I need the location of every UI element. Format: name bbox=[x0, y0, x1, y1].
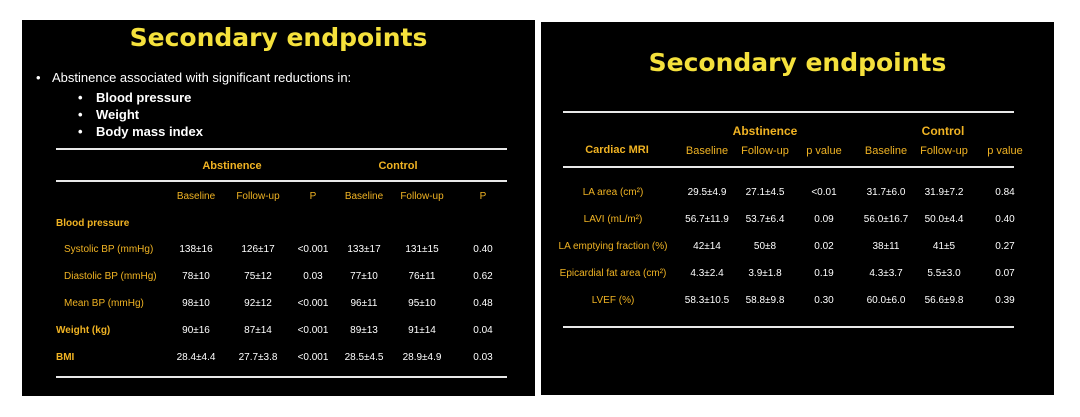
right-table-cell: 27.1±4.5 bbox=[745, 187, 785, 198]
left-table-bottom-rule bbox=[56, 376, 507, 378]
left-group-header-control: Control bbox=[378, 160, 418, 172]
right-table-cell: 41±5 bbox=[932, 241, 956, 252]
right-table-cell: 38±11 bbox=[872, 241, 900, 252]
right-table-cell: 0.02 bbox=[814, 241, 834, 252]
left-table-cell: 28.5±4.5 bbox=[344, 352, 384, 363]
left-table-cell: 0.62 bbox=[473, 271, 493, 282]
right-column-header: Baseline bbox=[864, 145, 908, 157]
right-table-cell: 5.5±3.0 bbox=[927, 268, 961, 279]
right-table-cell: 4.3±2.4 bbox=[690, 268, 724, 279]
left-table-cell: <0.001 bbox=[297, 325, 329, 336]
left-column-header: Baseline bbox=[344, 191, 384, 202]
left-table-cell: 133±17 bbox=[347, 244, 381, 255]
right-slide-title: Secondary endpoints bbox=[648, 48, 947, 77]
right-table-cell: 4.3±3.7 bbox=[869, 268, 903, 279]
left-table-cell: 91±14 bbox=[408, 325, 436, 336]
left-column-header: Follow-up bbox=[400, 191, 444, 202]
right-table-cell: 31.9±7.2 bbox=[924, 187, 964, 198]
right-table-cell: <0.01 bbox=[811, 187, 837, 198]
left-column-header: Baseline bbox=[176, 191, 216, 202]
left-row-label: Systolic BP (mmHg) bbox=[64, 244, 154, 255]
right-group-header-control: Control bbox=[921, 124, 965, 138]
left-table-cell: 76±11 bbox=[408, 271, 436, 282]
left-table-cell: 96±11 bbox=[350, 298, 378, 309]
left-table-header-rule bbox=[56, 180, 507, 182]
right-table-header-rule bbox=[563, 166, 1014, 168]
left-table-cell: <0.001 bbox=[297, 298, 329, 309]
left-table-cell: 0.40 bbox=[473, 244, 493, 255]
left-row-label: BMI bbox=[56, 352, 75, 363]
left-table-cell: 28.4±4.4 bbox=[176, 352, 216, 363]
left-table-cell: 28.9±4.9 bbox=[402, 352, 442, 363]
left-table-cell: 138±16 bbox=[179, 244, 213, 255]
right-column-header: Baseline bbox=[685, 145, 729, 157]
left-column-header: P bbox=[309, 191, 317, 202]
left-table-cell: 92±12 bbox=[244, 298, 272, 309]
left-table-cell: 27.7±3.8 bbox=[238, 352, 278, 363]
right-table-cell: 3.9±1.8 bbox=[748, 268, 782, 279]
right-table-cell: 29.5±4.9 bbox=[687, 187, 727, 198]
left-sub-bullet-list bbox=[96, 89, 203, 140]
left-table-cell: 0.48 bbox=[473, 298, 493, 309]
sub-bullet-item: • Body mass index bbox=[96, 123, 203, 140]
right-table-cell: 0.84 bbox=[995, 187, 1015, 198]
left-table-cell: <0.001 bbox=[297, 244, 329, 255]
right-group-header-abstinence: Abstinence bbox=[732, 124, 798, 138]
left-table-cell: 89±13 bbox=[350, 325, 378, 336]
right-table-bottom-rule bbox=[563, 326, 1014, 328]
right-table-cell: 56.7±11.9 bbox=[685, 214, 729, 225]
left-table-cell: 0.04 bbox=[473, 325, 493, 336]
right-table-cell: 0.40 bbox=[995, 214, 1015, 225]
right-table-cell: 0.19 bbox=[814, 268, 834, 279]
right-table-cell: 53.7±6.4 bbox=[745, 214, 785, 225]
right-first-column-header: Cardiac MRI bbox=[585, 144, 649, 156]
right-table-cell: 50.0±4.4 bbox=[924, 214, 964, 225]
right-table-cell: 56.0±16.7 bbox=[863, 214, 909, 225]
left-column-header: Follow-up bbox=[236, 191, 280, 202]
left-table-cell: 77±10 bbox=[350, 271, 378, 282]
right-table-cell: 50±8 bbox=[753, 241, 777, 252]
right-table-top-rule bbox=[563, 111, 1014, 113]
right-row-label: LA area (cm²) bbox=[582, 187, 644, 198]
right-slide bbox=[541, 22, 1054, 395]
left-table-cell: 75±12 bbox=[244, 271, 272, 282]
left-table-cell: <0.001 bbox=[297, 352, 329, 363]
left-table-top-rule bbox=[56, 148, 507, 150]
left-table-cell: 98±10 bbox=[182, 298, 210, 309]
right-table-cell: 0.27 bbox=[995, 241, 1015, 252]
right-column-header: Follow-up bbox=[920, 145, 968, 157]
left-section-label: Blood pressure bbox=[56, 218, 130, 229]
right-table-cell: 0.39 bbox=[995, 295, 1015, 306]
right-table-cell: 0.07 bbox=[995, 268, 1015, 279]
left-table-cell: 87±14 bbox=[244, 325, 272, 336]
left-bullet-text: • Abstinence associated with significant reductions in: bbox=[52, 70, 351, 85]
left-table-cell: 131±15 bbox=[405, 244, 439, 255]
left-slide-title: Secondary endpoints bbox=[129, 23, 428, 52]
right-column-header: Follow-up bbox=[741, 145, 789, 157]
right-column-header: p value bbox=[987, 145, 1023, 157]
right-table-cell: 0.30 bbox=[814, 295, 834, 306]
right-row-label: LAVI (mL/m²) bbox=[583, 214, 643, 225]
left-table-cell: 95±10 bbox=[408, 298, 436, 309]
right-table-cell: 0.09 bbox=[814, 214, 834, 225]
right-row-label: Epicardial fat area (cm²) bbox=[559, 268, 667, 279]
right-table-cell: 42±14 bbox=[693, 241, 721, 252]
left-group-header-abstinence: Abstinence bbox=[202, 160, 262, 172]
right-row-label: LVEF (%) bbox=[591, 295, 635, 306]
right-table-cell: 58.8±9.8 bbox=[745, 295, 785, 306]
left-column-header: P bbox=[479, 191, 487, 202]
sub-bullet-item: • Weight bbox=[96, 106, 203, 123]
left-row-label: Mean BP (mmHg) bbox=[64, 298, 144, 309]
left-table-cell: 126±17 bbox=[241, 244, 275, 255]
left-table-cell: 0.03 bbox=[303, 271, 323, 282]
right-table-cell: 56.6±9.8 bbox=[924, 295, 964, 306]
right-table-cell: 60.0±6.0 bbox=[866, 295, 906, 306]
sub-bullet-item: • Blood pressure bbox=[96, 89, 203, 106]
left-table-cell: 0.03 bbox=[473, 352, 493, 363]
left-slide bbox=[22, 20, 535, 396]
right-table-cell: 58.3±10.5 bbox=[684, 295, 730, 306]
left-row-label: Weight (kg) bbox=[56, 325, 111, 336]
left-table-cell: 90±16 bbox=[182, 325, 210, 336]
left-row-label: Diastolic BP (mmHg) bbox=[64, 271, 157, 282]
right-row-label: LA emptying fraction (%) bbox=[558, 241, 668, 252]
left-table-cell: 78±10 bbox=[182, 271, 210, 282]
right-column-header: p value bbox=[806, 145, 842, 157]
right-table-cell: 31.7±6.0 bbox=[866, 187, 906, 198]
